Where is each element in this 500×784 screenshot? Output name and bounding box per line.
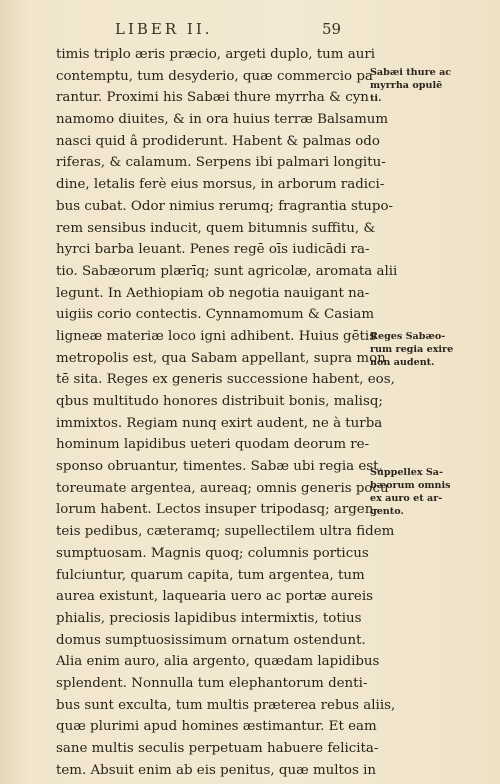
text-line: aurea existunt, laquearia uero ac portæ aureis xyxy=(56,589,373,605)
margin-note-suppellex xyxy=(370,466,498,518)
margin-note-line: myrrha opulē xyxy=(370,80,443,91)
text-line: lorum habent. Lectos insuper tripodasq; argen- xyxy=(56,502,378,518)
text-line: bus sunt exculta, tum multis præterea rebus aliis, xyxy=(56,697,396,713)
running-header xyxy=(70,14,370,44)
text-line: dine, letalis ferè eius morsus, in arborum radici- xyxy=(56,177,385,193)
text-line: phialis, preciosis lapidibus intermixtis, totius xyxy=(56,610,362,626)
text-line: contemptu, tum desyderio, quæ commercio pa xyxy=(56,68,373,84)
text-line: timis triplo æris præcio, argeti duplo, tum auri xyxy=(56,47,376,62)
margin-note-sabaei xyxy=(370,66,498,105)
text-line: fulciuntur, quarum capita, tum argentea, tum xyxy=(56,567,365,583)
margin-note-line: gento. xyxy=(370,506,404,517)
text-line: tē sita. Reges ex generis successione habent, eos, xyxy=(56,372,395,388)
margin-note-line: Sabæi thure ac xyxy=(370,67,452,78)
text-line: riferas, & calamum. Serpens ibi palmari longitu- xyxy=(56,155,386,171)
margin-note-reges xyxy=(370,330,498,369)
margin-note-line: ti. xyxy=(370,93,382,104)
text-line: tem. Absuit enim ab eis penitus, quæ multos in xyxy=(56,762,377,778)
text-line: ligneæ materiæ loco igni adhibent. Huius gētis xyxy=(56,328,377,344)
text-line: namomo diuites, & in ora huius terræ Balsamum xyxy=(56,112,389,128)
text-line: hominum lapidibus ueteri quodam deorum re- xyxy=(56,437,370,453)
text-line: rem sensibus inducit, quem bitumnis suffitu, & xyxy=(56,220,376,236)
text-line: sumptuosam. Magnis quoq; columnis porticus xyxy=(56,545,369,561)
text-line: rantur. Proximi his Sabæi thure myrrha & cyn xyxy=(56,90,369,106)
running-title: LIBER II. xyxy=(115,20,213,38)
text-line: metropolis est, qua Sabam appellant, supra mon xyxy=(56,350,386,366)
text-line: tio. Sabæorum plærīq; sunt agricolæ, aromata alii xyxy=(56,263,398,279)
margin-note-line: bæorum omnis xyxy=(370,480,451,491)
margin-note-line: ex auro et ar- xyxy=(370,493,443,504)
text-line: immixtos. Regiam nunq exirt audent, ne à turba xyxy=(56,415,383,431)
text-line: sponso obruantur, timentes. Sabæ ubi regia est, xyxy=(56,459,383,475)
text-line: bus cubat. Odor nimius rerumq; fragrantia stupo- xyxy=(56,198,394,214)
text-line: nasci quid â prodiderunt. Habent & palmas odo xyxy=(56,133,380,149)
text-line: hyrci barba leuant. Penes regē oīs iudicādi ra- xyxy=(56,242,370,258)
margin-note-line: rum regia exire xyxy=(370,344,454,355)
margin-note-line: Reges Sabæo- xyxy=(370,331,446,342)
text-line: qbus multitudo honores distribuit bonis, malisq; xyxy=(56,394,383,409)
text-line: toreumate argentea, aureaq; omnis generis pocu xyxy=(56,480,389,496)
text-line: domus sumptuosissimum ornatum ostendunt. xyxy=(56,632,366,648)
margin-note-line: Suppellex Sa- xyxy=(370,467,444,478)
text-line: quæ plurimi apud homines æstimantur. Et eam xyxy=(56,719,377,735)
text-line: sane multis seculis perpetuam habuere felicita- xyxy=(56,741,379,756)
text-line: splendent. Nonnulla tum elephantorum denti- xyxy=(56,675,368,691)
folio-number: 59 xyxy=(322,20,342,38)
text-line: legunt. In Aethiopiam ob negotia nauigant na- xyxy=(56,285,370,301)
text-line: Alia enim auro, alia argento, quædam lapidibus xyxy=(56,654,380,670)
text-line: teis pedibus, cæteramq; supellectilem ultra fidem xyxy=(56,524,395,540)
text-line: uigiis corio contectis. Cynnamomum & Casiam xyxy=(56,307,375,323)
margin-note-line: non audent. xyxy=(370,357,435,368)
main-text-block xyxy=(56,44,398,781)
